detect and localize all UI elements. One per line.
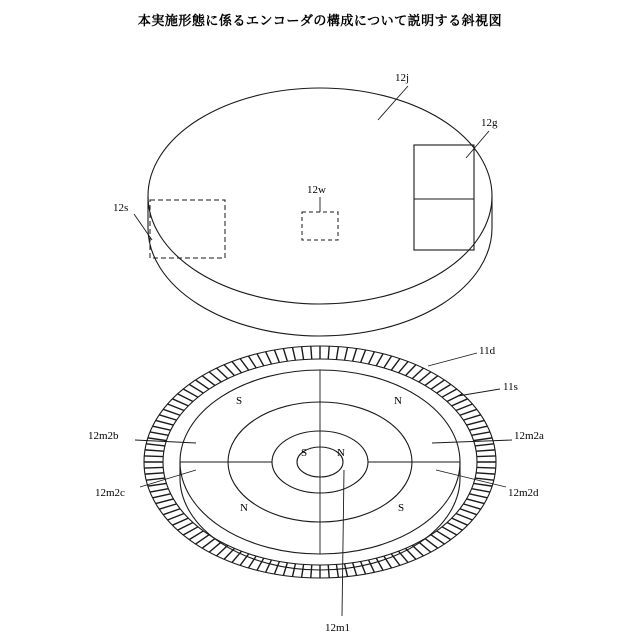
sensor-block-12g bbox=[414, 145, 474, 250]
pole-label-outer-s-top: S bbox=[236, 395, 243, 407]
ref-label-12m2a: 12m2a bbox=[514, 430, 544, 442]
ref-label-12m2b: 12m2b bbox=[88, 430, 119, 442]
leader-line-12j bbox=[378, 86, 408, 120]
leader-line-11d bbox=[428, 353, 477, 366]
leader-line-12s bbox=[134, 214, 152, 240]
ref-label-12s: 12s bbox=[113, 202, 129, 214]
ref-label-12w: 12w bbox=[307, 184, 326, 196]
ref-label-12j: 12j bbox=[395, 72, 410, 84]
figure-title: 本実施形態に係るエンコーダの構成について説明する斜視図 bbox=[137, 13, 503, 28]
ref-label-12m2c: 12m2c bbox=[95, 487, 125, 499]
leader-line-12m1 bbox=[342, 470, 344, 616]
rotor-assembly-12m1 bbox=[144, 346, 496, 578]
pole-label-outer-s-bottom: S bbox=[398, 502, 405, 514]
sensor-block-12s bbox=[150, 200, 225, 258]
pole-label-outer-n-bottom: N bbox=[240, 502, 248, 514]
center-marker-12w bbox=[302, 212, 338, 240]
pole-label-outer-n-top: N bbox=[394, 395, 402, 407]
pole-label-inner-n-center: N bbox=[337, 447, 345, 459]
ref-label-11d: 11d bbox=[479, 345, 496, 357]
pole-label-inner-s-center: S bbox=[301, 447, 308, 459]
ref-label-12g: 12g bbox=[481, 117, 498, 129]
ref-label-12m2d: 12m2d bbox=[508, 487, 539, 499]
ref-label-12m1: 12m1 bbox=[325, 622, 351, 634]
ref-label-11s: 11s bbox=[503, 381, 518, 393]
leader-line-12m2a bbox=[432, 440, 512, 443]
leader-line-11s bbox=[458, 389, 500, 396]
leader-line-12m2c bbox=[140, 470, 196, 487]
